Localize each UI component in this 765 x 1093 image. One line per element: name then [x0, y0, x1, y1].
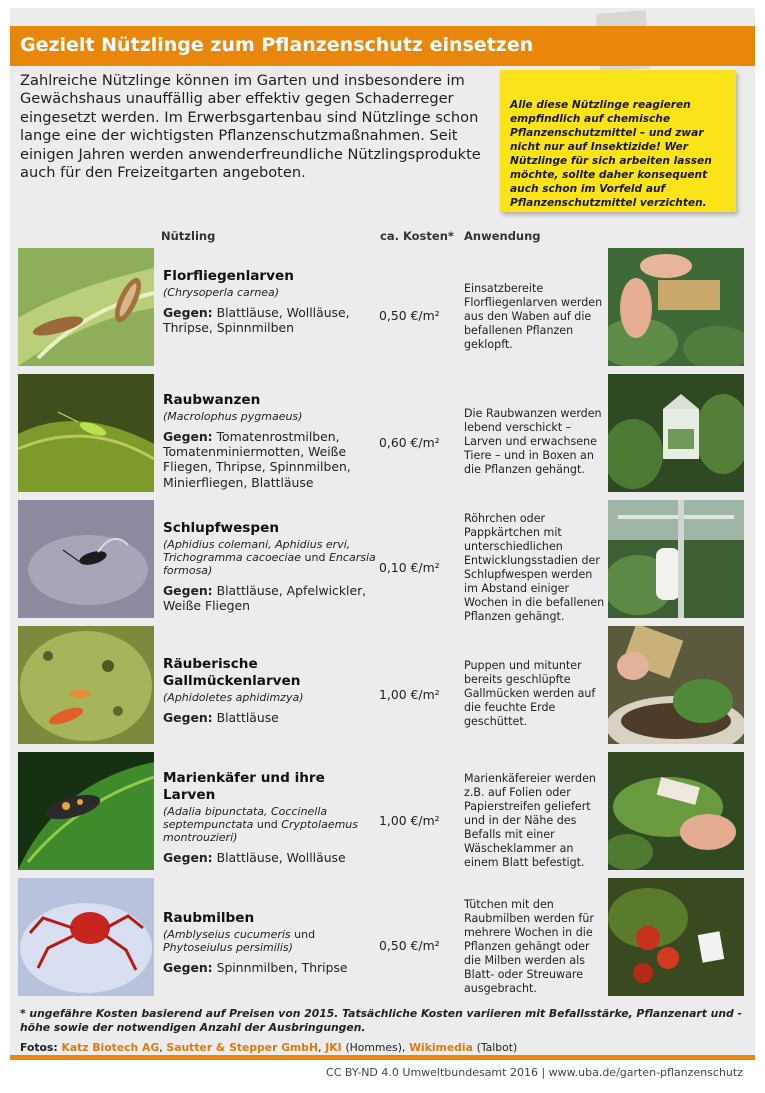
- credits-label: Fotos:: [20, 1041, 58, 1054]
- header-organism: Nützling: [161, 229, 216, 243]
- target-pests: [163, 960, 378, 975]
- application-text: Tütchen mit den Raubmilben werden für mehrere Wochen in die Pflanzen gehängt oder die Milben werden als Blatt- oder Streuware ausgebracht.: [464, 898, 594, 995]
- table-row: [10, 626, 755, 746]
- target-pests: [163, 429, 378, 490]
- clip-on-leaf-photo: [608, 752, 744, 870]
- latin-part-2: Cryptolaemus montrouzieri): [163, 818, 359, 844]
- predatory-bug-photo: [18, 374, 154, 492]
- ladybird-larva-photo: [18, 752, 154, 870]
- application-text: Puppen und mitunter bereits geschlüpfte Gallmücken werden auf die feuchte Erde geschüttet.: [464, 659, 596, 728]
- latin-part-2: Encarsia formosa): [163, 551, 376, 577]
- gegen-label: Gegen:: [163, 583, 213, 598]
- predatory-bug-photo-image: [18, 374, 154, 492]
- page-title: Gezielt Nützlinge zum Pflanzenschutz einsetzen: [20, 34, 534, 56]
- cost-value: 0,50 €/m²: [379, 308, 440, 323]
- application-text: Die Raubwanzen werden lebend verschickt – Larven und erwachsene Tiere – und in Boxen an die Pflanzen gehängt.: [464, 407, 602, 476]
- gall-midge-larvae-photo-image: [18, 626, 154, 744]
- lacewing-larva-photo: [18, 248, 154, 366]
- credit-katz-biotech-link[interactable]: Katz Biotech AG: [61, 1041, 160, 1054]
- title-bar: [10, 26, 755, 66]
- tomato-plant-sachet-photo-image: [608, 878, 744, 996]
- bottom-accent-bar: [10, 1055, 755, 1060]
- organism-name: Florfliegenlarven: [163, 268, 294, 284]
- header-use: Anwendung: [464, 229, 541, 243]
- target-pests-list: Tomatenrostmilben, Tomatenminiermotten, Weiße Fliegen, Thripse, Spinnmilben, Minierfliegen, Blattläuse: [163, 429, 351, 490]
- predatory-mite-photo-image: [18, 878, 154, 996]
- organism-name: Räuberische Gallmückenlarven: [163, 656, 301, 689]
- parasitic-wasp-photo-image: [18, 500, 154, 618]
- target-pests: [163, 850, 378, 865]
- latin-conjunction: und: [290, 928, 316, 941]
- target-pests-list: Blattläuse, Wollläuse: [216, 850, 346, 865]
- gegen-label: Gegen:: [163, 960, 213, 975]
- latin-conjunction: und: [253, 818, 282, 831]
- latin-name: (Chrysoperla carnea): [163, 286, 280, 299]
- credit-jki-note: (Hommes): [345, 1041, 402, 1054]
- organism-name: Raubwanzen: [163, 392, 261, 408]
- gall-midge-larvae-photo: [18, 626, 154, 744]
- target-pests-list: Spinnmilben, Thripse: [216, 960, 348, 975]
- ladybird-larva-photo-image: [18, 752, 154, 870]
- gegen-label: Gegen:: [163, 710, 213, 725]
- credit-jki-link[interactable]: JKI: [325, 1041, 342, 1054]
- organism-name: Marienkäfer und ihre Larven: [163, 770, 325, 803]
- table-row: [10, 752, 755, 872]
- credit-separator: ,: [159, 1041, 163, 1054]
- organism-name: Raubmilben: [163, 910, 255, 926]
- target-pests-list: Blattläuse: [216, 710, 279, 725]
- gegen-label: Gegen:: [163, 305, 213, 320]
- predatory-mite-photo: [18, 878, 154, 996]
- table-row: [10, 878, 755, 998]
- gegen-label: Gegen:: [163, 850, 213, 865]
- tube-on-plant-photo: [608, 500, 744, 618]
- cost-value: 1,00 €/m²: [379, 687, 440, 702]
- pouring-substrate-photo: [608, 626, 744, 744]
- hanging-box-photo: [608, 374, 744, 492]
- tube-on-plant-photo-image: [608, 500, 744, 618]
- lacewing-larva-photo-image: [18, 248, 154, 366]
- latin-name: (Aphidoletes aphidimzya): [163, 691, 304, 704]
- latin-name: [163, 928, 378, 954]
- cost-value: 0,60 €/m²: [379, 435, 440, 450]
- tomato-plant-sachet-photo: [608, 878, 744, 996]
- hand-tapping-card-photo-image: [608, 248, 744, 366]
- cost-value: 0,50 €/m²: [379, 938, 440, 953]
- license-line: CC BY-ND 4.0 Umweltbundesamt 2016 | www.uba.de/garten-pflanzenschutz: [326, 1066, 743, 1079]
- intro-text: Zahlreiche Nützlinge können im Garten und insbesondere im Gewächshaus unauffällig aber effektiv gegen Schaderreger eingesetzt werden. Im Erwerbsgartenbau sind Nützlinge schon lange eine der wichtigsten Pflanzenschutzmaßnahmen. Seit einigen Jahren werden anwenderfreundliche Nützlingsprodukte auch für den Freizeitgarten angeboten.: [20, 72, 481, 182]
- application-text: Einsatzbereite Florfliegenlarven werden aus den Waben auf die befallenen Pflanzen geklopft.: [464, 282, 603, 351]
- application-text: Marienkäfereier werden z.B. auf Folien oder Papierstreifen geliefert und in der Nähe des Befalls mit einer Wäscheklammer an einem Blatt befestigt.: [464, 772, 596, 869]
- clip-on-leaf-photo-image: [608, 752, 744, 870]
- cost-value: 1,00 €/m²: [379, 813, 440, 828]
- table-row: [10, 248, 755, 368]
- latin-name: (Macrolophus pygmaeus): [163, 410, 303, 423]
- credit-sautter-stepper-link[interactable]: Sautter & Stepper GmbH: [166, 1041, 319, 1054]
- hand-tapping-card-photo: [608, 248, 744, 366]
- credit-wiki-note: (Talbot): [476, 1041, 518, 1054]
- cost-footnote: * ungefähre Kosten basierend auf Preisen von 2015. Tatsächliche Kosten variieren mit Befallsstärke, Pflanzenart und -höhe sowie der notwendigen Anzahl der Ausbringungen.: [20, 1007, 742, 1034]
- target-pests: [163, 583, 378, 613]
- target-pests-list: Blattläuse, Apfelwickler, Weiße Fliegen: [163, 583, 367, 614]
- page: [10, 8, 755, 1058]
- target-pests-list: Blattläuse, Wollläuse, Thripse, Spinnmilben: [163, 305, 350, 336]
- parasitic-wasp-photo: [18, 500, 154, 618]
- latin-conjunction: und: [301, 551, 329, 564]
- target-pests: [163, 305, 378, 335]
- latin-part-2: Phytoseiulus persimilis): [163, 941, 293, 954]
- application-text: Röhrchen oder Pappkärtchen mit unterschiedlichen Entwicklungsstadien der Schlupfwespen werden im Abstand einiger Wochen in die befallenen Pflanzen gehängt.: [464, 512, 605, 623]
- photo-credits: [20, 1041, 517, 1054]
- table-row: [10, 374, 755, 494]
- credit-wikimedia-link[interactable]: Wikimedia: [409, 1041, 473, 1054]
- latin-name: [163, 538, 378, 577]
- latin-name: [163, 805, 378, 844]
- latin-part-1: (Adalia bipunctata, Coccinella septempunctata: [163, 805, 328, 831]
- warning-note: Alle diese Nützlinge reagieren empfindlich auf chemische Pflanzenschutzmittel – und zwar nicht nur auf Insektizide! Wer Nützlinge für sich arbeiten lassen möchte, sollte daher konsequent auch schon im Vorfeld auf Pflanzenschutzmittel verzichten.: [500, 70, 736, 212]
- credit-separator: ,: [401, 1041, 406, 1054]
- cost-value: 0,10 €/m²: [379, 560, 440, 575]
- organism-name: Schlupfwespen: [163, 520, 280, 536]
- pouring-substrate-photo-image: [608, 626, 744, 744]
- gegen-label: Gegen:: [163, 429, 213, 444]
- credit-separator: ,: [318, 1041, 322, 1054]
- latin-part-1: (Aphidius colemani, Aphidius ervi, Trichogramma cacoeciae: [163, 538, 351, 564]
- hanging-box-photo-image: [608, 374, 744, 492]
- target-pests: [163, 710, 378, 725]
- header-cost: ca. Kosten*: [380, 229, 454, 243]
- latin-part-1: (Amblyseius cucumeris: [163, 928, 291, 941]
- table-row: [10, 500, 755, 623]
